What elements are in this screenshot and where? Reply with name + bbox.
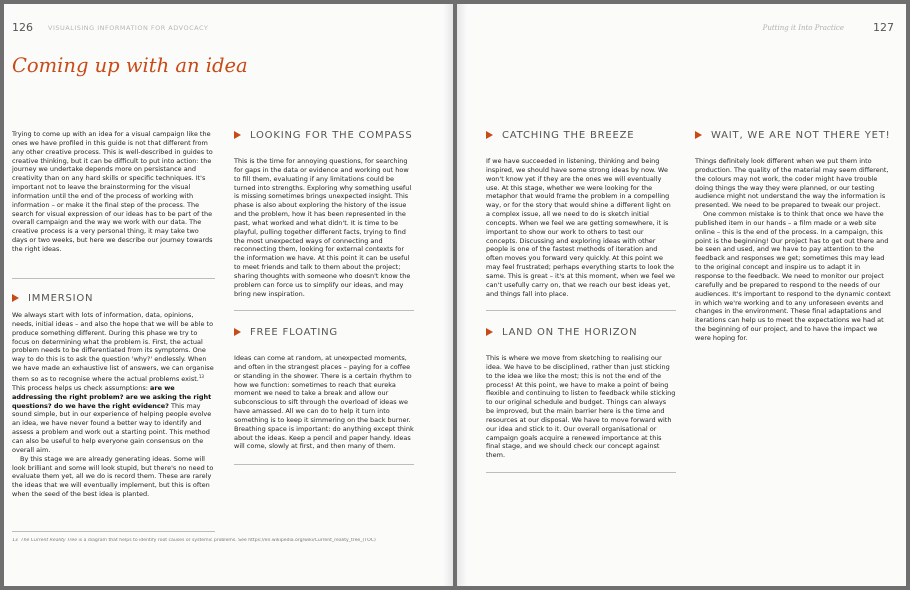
section-heading-horizon: LAND ON THE HORIZON <box>486 325 676 339</box>
gutter-shadow <box>443 4 453 586</box>
section-heading-breeze: CATCHING THE BREEZE <box>486 128 676 142</box>
section-compass <box>234 128 414 299</box>
section-rule <box>486 472 676 473</box>
section-heading-floating: FREE FLOATING <box>234 325 414 339</box>
running-header-right: Putting it Into Practice <box>762 24 844 32</box>
section-heading-wait: WAIT, WE ARE NOT THERE YET! <box>695 128 891 142</box>
footnote-rule <box>12 531 215 532</box>
footnote-ref[interactable]: 13 <box>198 373 204 379</box>
section-wait <box>695 128 891 343</box>
section-immersion <box>12 291 215 499</box>
left-page <box>4 4 453 586</box>
compass-body: This is the time for annoying questions, for searching for gaps in the data or evidence and working out how to fill them, evaluating if any limitations could be turned into strengths. Exploring why something useful is missing sometimes brings unexpected insight. This phase is also about exploring the history of the issue and the problem, how it has been represented in the past, what worked and what didn't. It is time to be playful, pulling together different facts, trying to find the most unexpected ways of connecting and reconnecting them, looking for external contexts for the information we have. At this point it can be useful to meet friends and talk to them about the project; sharing thoughts with someone who doesn't know the problem can force us to simplify our ideas, and may bring new inspiration. <box>234 157 412 298</box>
triangle-bullet-icon <box>486 328 493 336</box>
triangle-bullet-icon <box>234 131 241 139</box>
section-heading-compass: LOOKING FOR THE COMPASS <box>234 128 414 142</box>
page-title: Coming up with an idea <box>12 54 248 77</box>
wait-paragraph-1: Things definitely look different when we put them into production. The quality of the material may seem different, the colours may not work, the coder might have trouble doing things the way they were planned, or our testing audience might not understand the way the information is presented. We need to be prepared to tweak our project. <box>695 157 889 210</box>
page-number-left: 126 <box>12 21 33 34</box>
section-rule <box>486 310 676 311</box>
wait-body <box>695 157 891 343</box>
section-heading-immersion: IMMERSION <box>12 291 215 305</box>
immersion-body <box>12 311 215 499</box>
wait-paragraph-2: One common mistake is to think that once we have the published item in our hands – a film made or a web site online – this is the end of the process. In a campaign, this point is the beginning! Our project has to get out there and be seen and used, and we have to pay attention to the feedback and responses we get; sometimes this may lead to the original concept and inspire us to adapt it in response to the feedback. We need to monitor our project carefully and be prepared to respond to the needs of our audiences. It's important to respond to the dynamic context in which we're working and to any unforeseen events and changes in the environment. These final adaptations and iterations can help us to meet the expectations we had at the beginning of our project, and to have the impact we were hoping for. <box>695 210 891 342</box>
triangle-bullet-icon <box>234 328 241 336</box>
horizon-body: This is where we move from sketching to realising our idea. We have to be disciplined, rather than just sticking to the idea we like the most; this is not the end of the process! At this point, we have to make a point of being flexible and continuing to listen to feedback while sticking to our original schedule and budget. Things can always be improved, but the main barrier here is the time and resources at our disposal. We have to move forward with our idea and stick to it. Our overall organisational or campaign goals acquire a renewed importance at this final stage, and we should check our concept against them. <box>486 354 676 460</box>
section-rule <box>12 278 215 279</box>
breeze-body: If we have succeeded in listening, thinking and being inspired, we should have some strong ideas by now. We won't know yet if they are the ones we will eventually use. At this stage, whether we were looking for the metaphor that would frame the problem in a compelling way, or for the story that would shine a different light on a complex issue, all we need to do is sketch initial concepts. When we feel we are getting somewhere, it is important to show our work to others to test our concepts. Discussing and exploring ideas with other people is one of the fastest methods of iteration and often moves you forward very quickly. At this point we may feel frustrated; perhaps everything starts to look the same. This is great – it's at this moment, when we feel we can't usefully carry on, that we reach our best ideas yet, and things fall into place. <box>486 157 676 298</box>
immersion-paragraph-1: We always start with lots of information, data, opinions, needs, initial ideas – and also the hope that we will be able to produce something different. During this phase we try to focus on determining what the problem is. First, the actual problem needs to be differentiated from its symptoms. One way to do this is to ask the question 'why?' endlessly. When we have made an exhaustive list of answers, we can organise them so as to recognise where the actual problems exist.$^{13}$ This process helps us check assumptions: are we addressing the right problem? are we asking the right questions? do we have the right evidence? This may sound simple, but in our experience of helping people evolve an idea, we have never found a better way to identify and assess a problem and work out a starting point. This method can also be useful to help everyone gain consensus on the overall aim. <box>12 311 214 454</box>
key-questions: are we addressing the right problem? are we asking the right questions? do we have the right evidence? <box>12 383 212 410</box>
floating-body: Ideas can come at random, at unexpected moments, and often in the strangest places – paying for a coffee or standing in the shower. There is a certain rhythm to how we function: sometimes to reach that eureka moment we need to take a break and allow our subconscious to sift through the overload of ideas we have amassed. All we can do to help it turn into something is to keep it simmering on the back burner. Breathing space is important: do anything except think about the ideas. Keep a pencil and paper handy. Ideas will come, slowly at first, and then many of them. <box>234 354 414 451</box>
running-header-left: VISUALISING INFORMATION FOR ADVOCACY <box>48 24 209 32</box>
right-page <box>457 4 906 586</box>
section-rule <box>234 464 414 465</box>
section-horizon <box>486 325 676 460</box>
page-number-right: 127 <box>873 21 894 34</box>
gutter-shadow <box>457 4 467 586</box>
section-breeze <box>486 128 676 299</box>
triangle-bullet-icon <box>486 131 493 139</box>
immersion-paragraph-2: By this stage we are already generating ideas. Some will look brilliant and some will look stupid, but there's no need to evaluate them yet, all we do is record them. These are rarely the ideas that we will eventually implement, but this is often when the seed of the best idea is planted. <box>12 454 214 499</box>
triangle-bullet-icon <box>12 294 19 302</box>
section-floating <box>234 325 414 451</box>
triangle-bullet-icon <box>695 131 702 139</box>
intro-paragraph: Trying to come up with an idea for a visual campaign like the ones we have profiled in this guide is not that different from any other creative process. This is well-described in guides to creative thinking, but it can be difficult to put into action: the journey we undertake depends more on persistance and creativity than on any hard skills or specific techniques. It's important not to leave the brainstorming for the visual information until the end of the process of working with information – or make it the final step of the process. The search for visual expression of our ideas has to be part of the overall campaign and the way we work with our data. The creative process is a very personal thing, it may take two days or two weeks, but here we describe our journey towards the right ideas. <box>12 130 213 253</box>
footnote: 13 The Current Reality Tree is a diagram that helps to identify root causes or systemic problems. See https://en.wikipedia.org/wiki/Current_reality_tree_(TOC) <box>12 538 376 543</box>
section-rule <box>234 310 414 311</box>
